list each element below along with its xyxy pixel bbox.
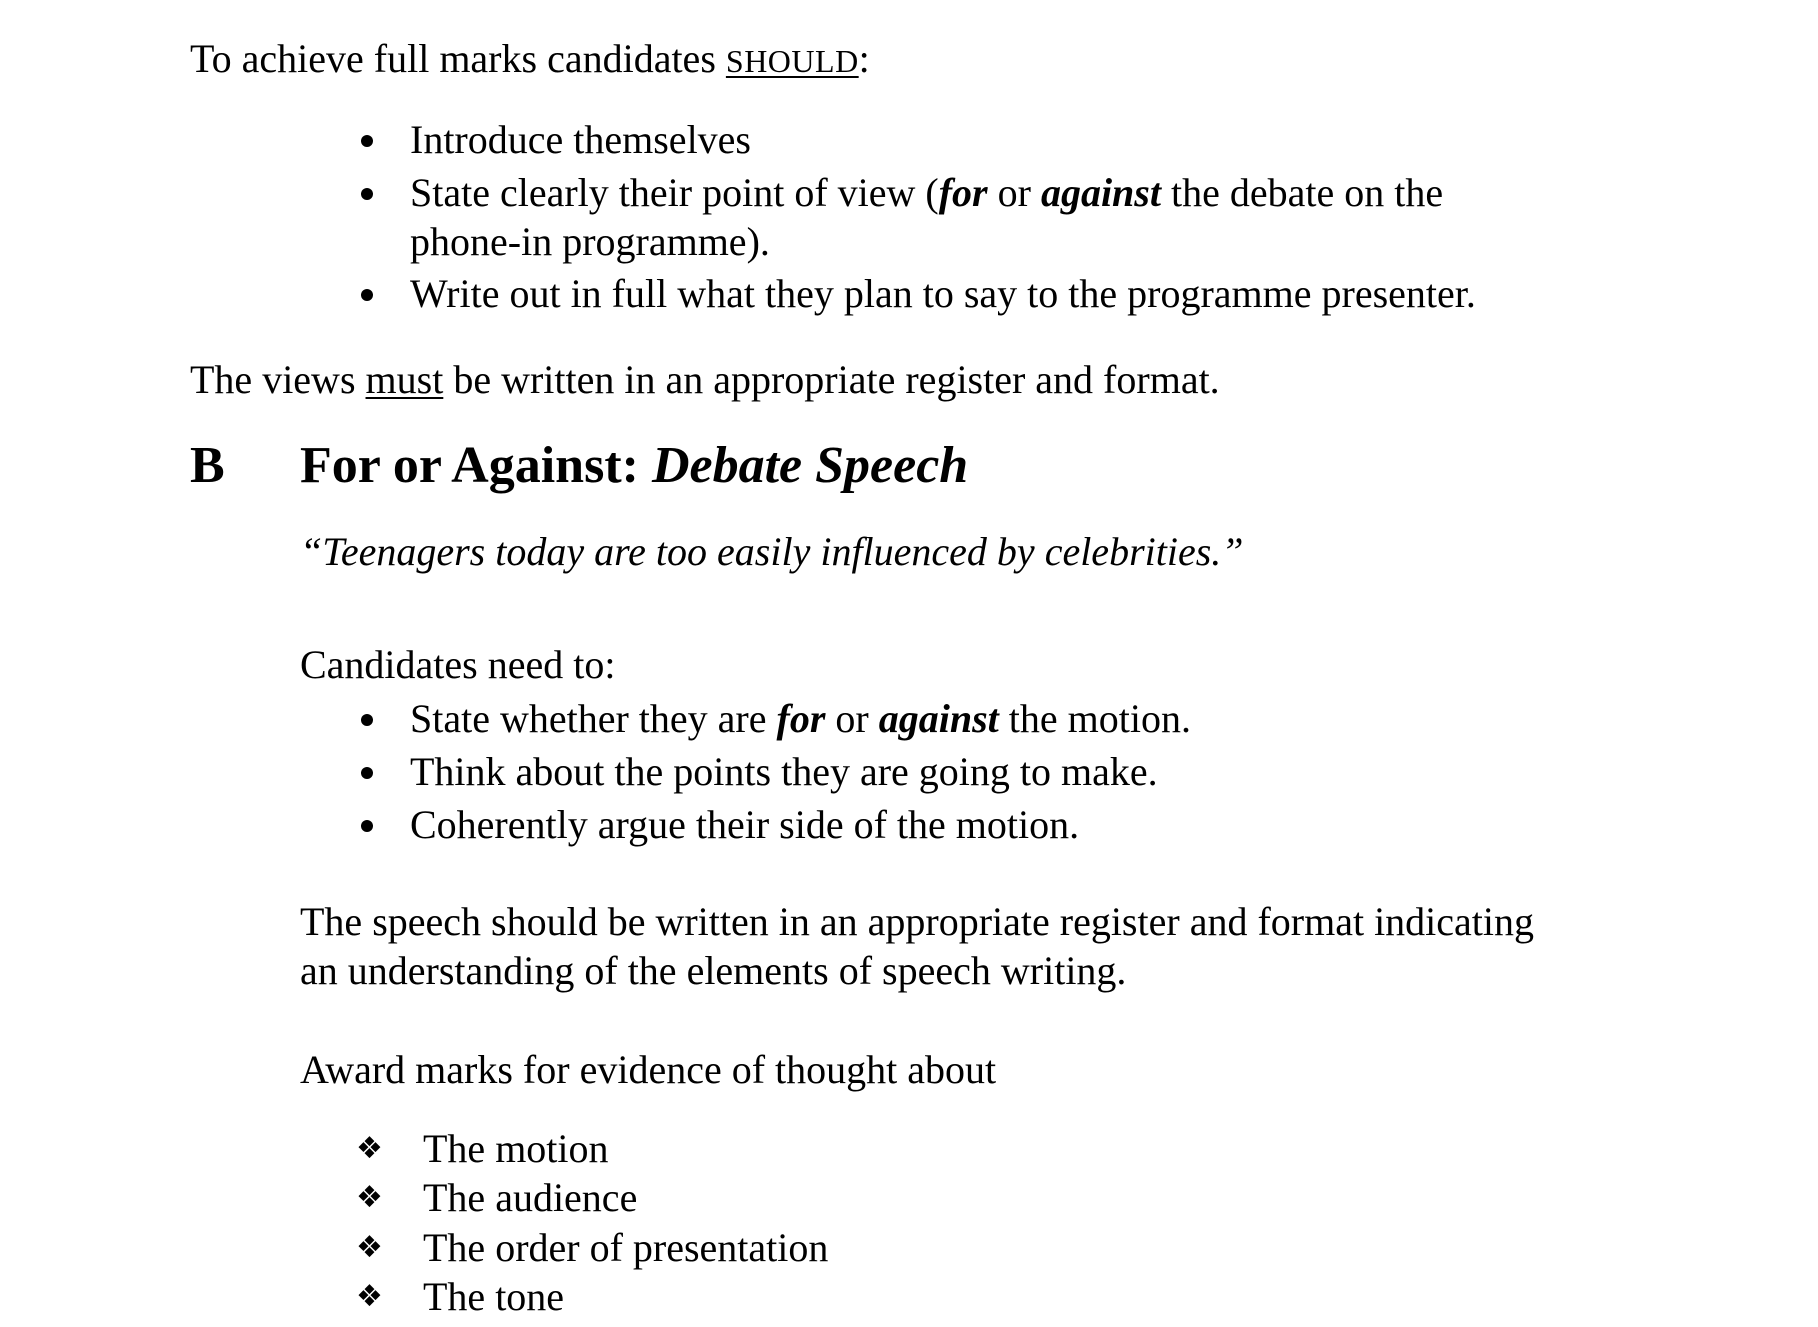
views-prefix: The views <box>190 357 366 402</box>
speech-line2-text: an understanding of the elements of speech writing. <box>300 948 1127 993</box>
list1-item2-line2-text: phone-in programme). <box>410 219 770 264</box>
diamond-bullet-icon: ❖ <box>356 1131 383 1166</box>
list1-item3-text: Write out in full what they plan to say to the programme presenter. <box>410 271 1476 316</box>
motion-quote-text: “Teenagers today are too easily influenced by celebrities.” <box>300 529 1244 574</box>
list1-item2-or: or <box>987 170 1041 215</box>
award-lead-text: Award marks for evidence of thought about <box>300 1047 997 1092</box>
award-item <box>423 1223 828 1272</box>
views-emphasis: must <box>365 357 444 402</box>
speech-line2 <box>300 946 1126 995</box>
need-to-line <box>300 640 615 689</box>
list2-item2 <box>410 747 1158 796</box>
award-item-text: The order of presentation <box>423 1225 829 1270</box>
list1-item2-text-b: the debate on the <box>1160 170 1444 215</box>
section-title-italic: Debate Speech <box>651 437 969 494</box>
list2-item3-text: Coherently argue their side of the motion. <box>410 802 1080 847</box>
list2-item1-or: or <box>825 696 879 741</box>
award-item-text: The motion <box>423 1126 609 1171</box>
list2-item1-for: for <box>776 696 826 741</box>
bullet-icon <box>361 188 373 200</box>
section-title <box>300 436 968 496</box>
list2-item3 <box>410 800 1079 849</box>
section-title-plain: For or Against: <box>300 437 652 494</box>
diamond-bullet-icon: ❖ <box>356 1180 383 1215</box>
intro-emphasis: SHOULD <box>725 43 859 79</box>
list2-item2-text: Think about the points they are going to make. <box>410 749 1158 794</box>
list1-item2-line2 <box>410 217 770 266</box>
list2-item1-text-b: the motion. <box>998 696 1191 741</box>
views-suffix: be written in an appropriate register and format. <box>443 357 1220 402</box>
list1-item1 <box>410 115 751 164</box>
intro-prefix: To achieve full marks candidates <box>190 36 726 81</box>
award-item <box>423 1272 564 1321</box>
list1-item2-against: against <box>1040 170 1161 215</box>
diamond-bullet-icon: ❖ <box>356 1230 383 1265</box>
diamond-bullet-icon: ❖ <box>356 1279 383 1314</box>
bullet-icon <box>361 820 373 832</box>
speech-line1 <box>300 897 1534 946</box>
list1-item2-text-a: State clearly their point of view ( <box>410 170 939 215</box>
list2-item1-against: against <box>878 696 999 741</box>
list2-item1 <box>410 694 1191 743</box>
list1-item2-for: for <box>938 170 988 215</box>
bullet-icon <box>361 289 373 301</box>
award-item <box>423 1124 609 1173</box>
list1-item3 <box>410 269 1476 318</box>
bullet-icon <box>361 135 373 147</box>
award-item-text: The tone <box>423 1274 565 1319</box>
award-item-text: The audience <box>423 1175 638 1220</box>
list1-item2 <box>410 168 1443 217</box>
motion-quote <box>300 527 1244 576</box>
intro-line <box>190 34 870 86</box>
speech-line1-text: The speech should be written in an appropriate register and format indicating <box>300 899 1535 944</box>
section-letter: B <box>190 437 225 494</box>
intro-suffix: : <box>858 36 870 81</box>
list2-item1-text-a: State whether they are <box>410 696 777 741</box>
need-to-text: Candidates need to: <box>300 642 616 687</box>
bullet-icon <box>361 767 373 779</box>
views-line <box>190 355 1220 404</box>
award-item <box>423 1173 637 1222</box>
award-lead <box>300 1045 996 1094</box>
list1-item1-text: Introduce themselves <box>410 117 751 162</box>
bullet-icon <box>361 714 373 726</box>
